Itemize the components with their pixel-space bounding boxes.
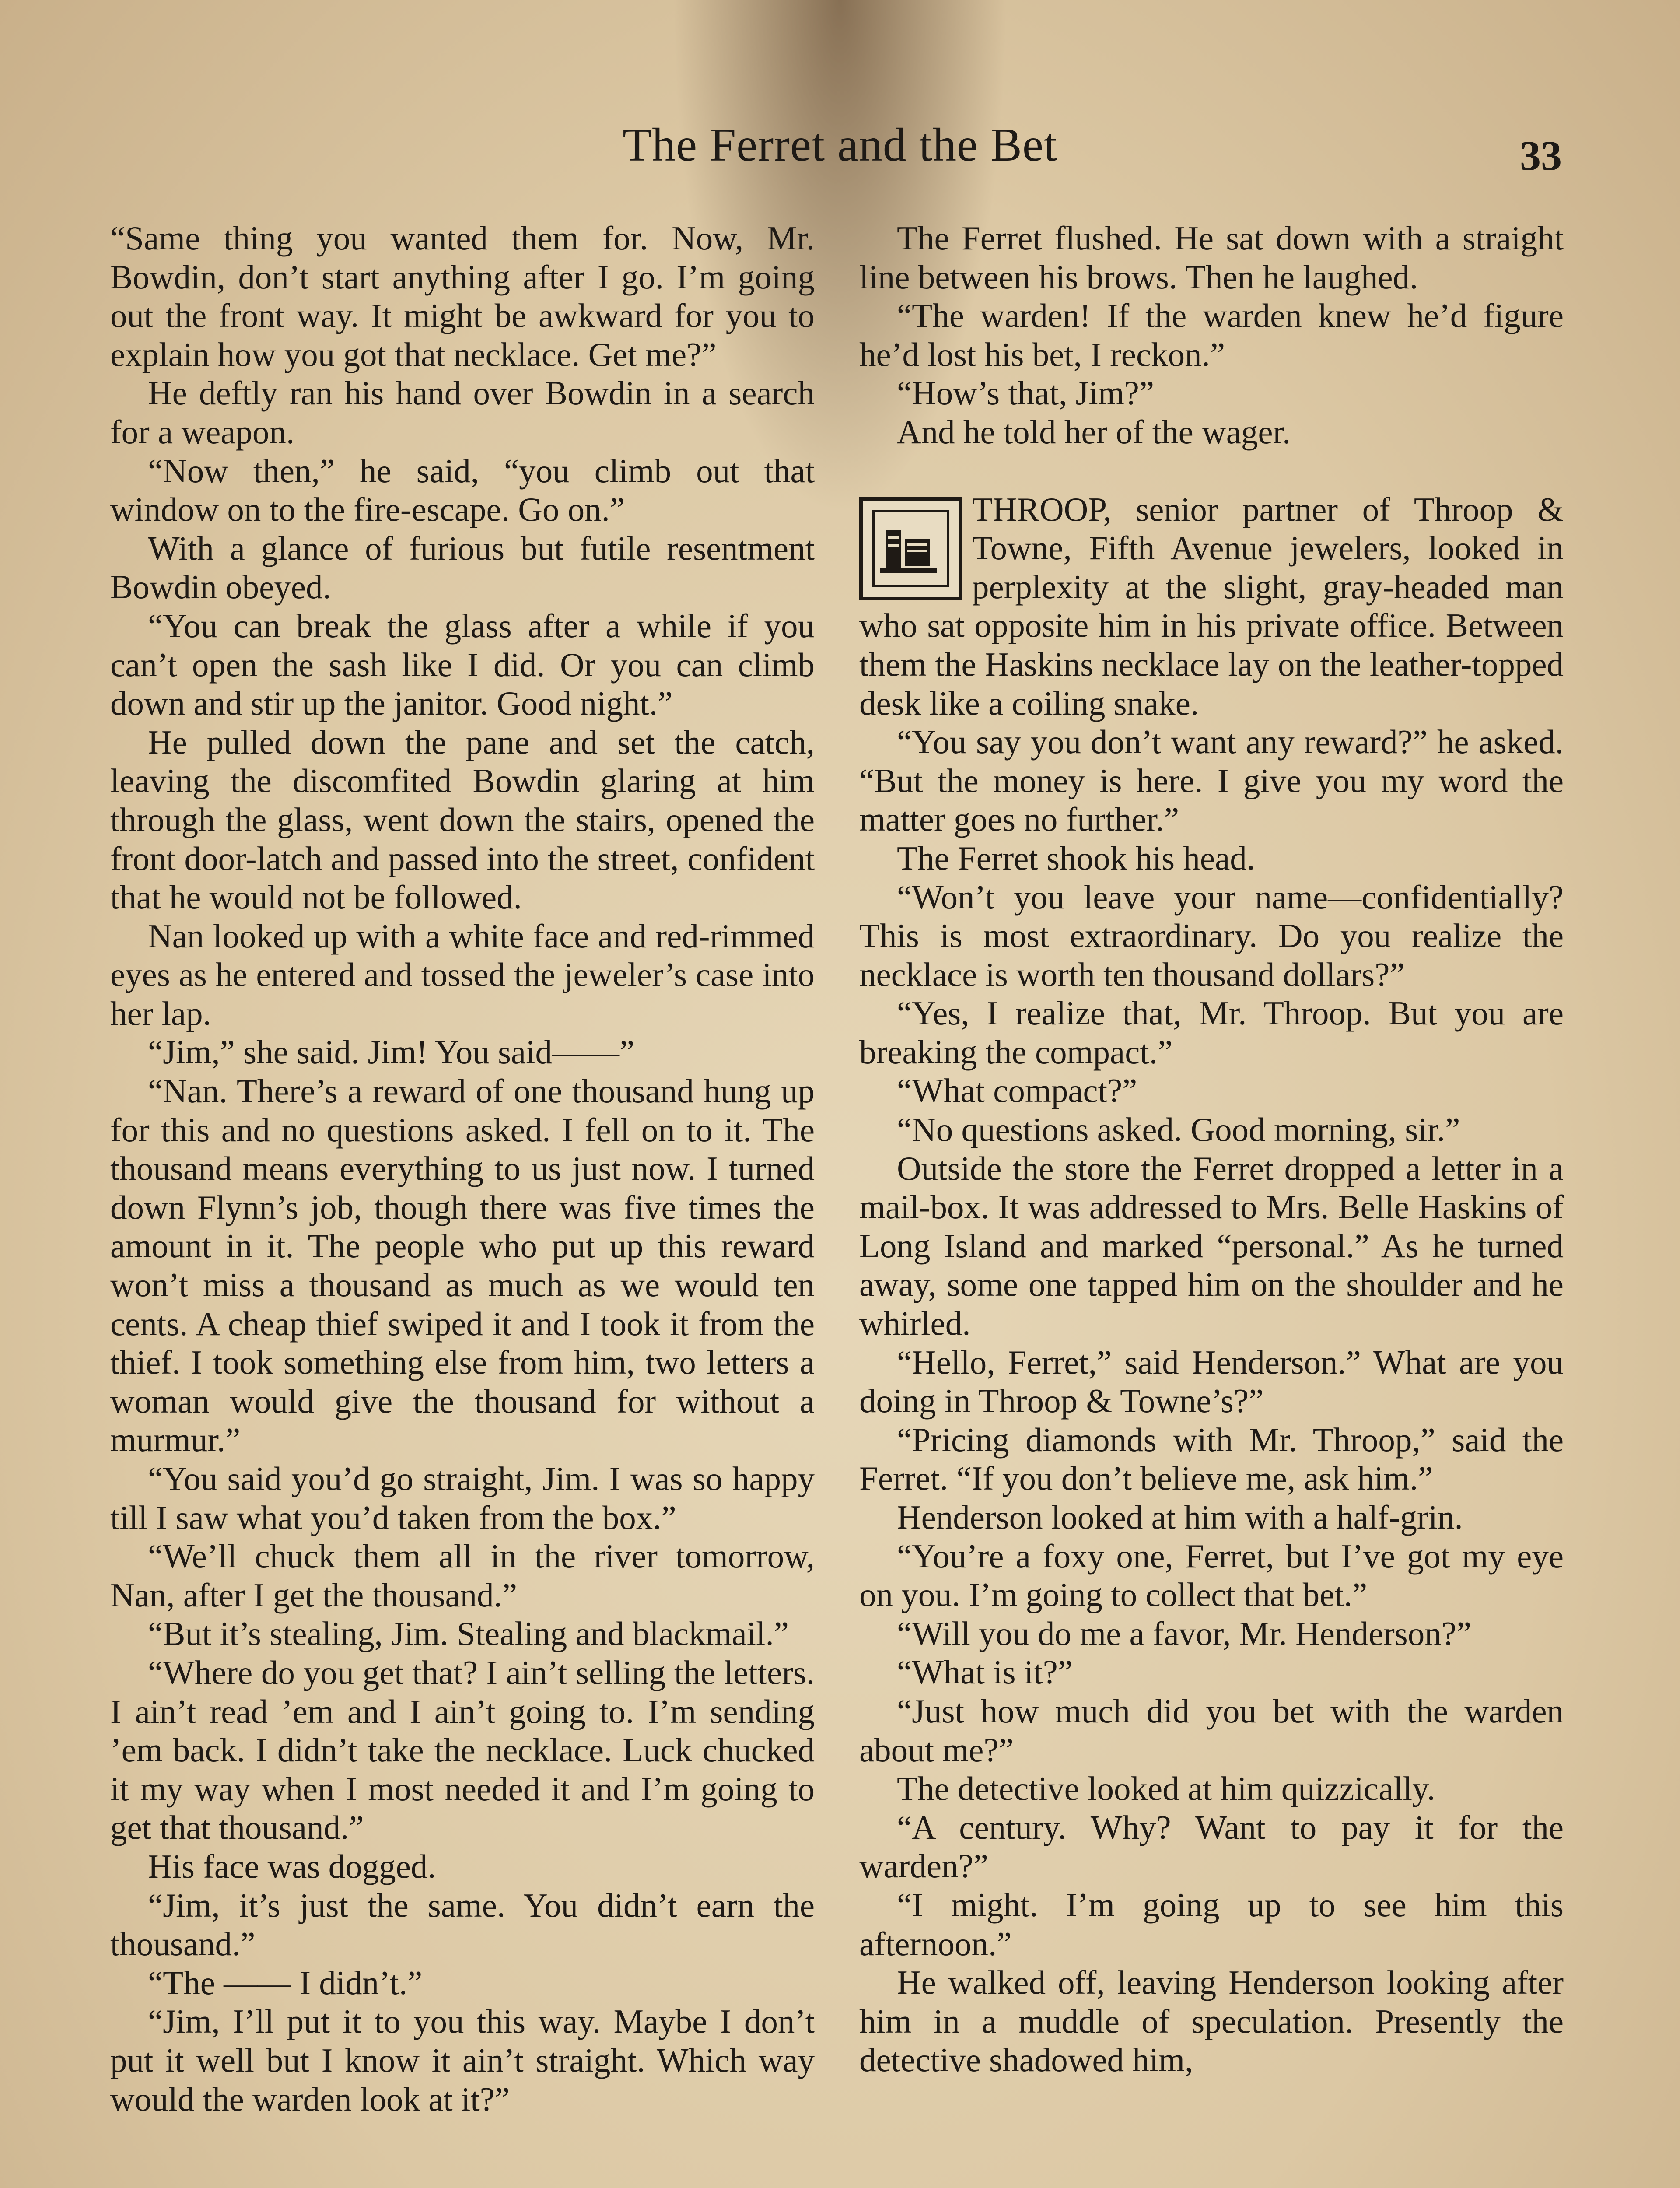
paragraph: “You can break the glass after a while if you can’t open the sash like I did. Or you can climb down and stir up the janitor. Good night.”	[110, 607, 815, 722]
paragraph: He walked off, leaving Henderson looking after him in a muddle of speculation. Presently the detective shadowed him,	[859, 1964, 1564, 2079]
paragraph: “What compact?”	[897, 1072, 1138, 1110]
paragraph: The detective looked at him quizzically.	[897, 1770, 1435, 1808]
vignette-dropcap-icon	[859, 497, 962, 600]
paragraph: “The warden! If the warden knew he’d figure he’d lost his bet, I reckon.”	[859, 297, 1564, 373]
paragraph: “You’re a foxy one, Ferret, but I’ve got my eye on you. I’m going to collect that bet.”	[859, 1537, 1564, 1614]
paragraph: “You say you don’t want any reward?” he asked. “But the money is here. I give you my word the matter goes no further.”	[859, 723, 1564, 838]
dropcap-illustration	[876, 518, 946, 579]
paragraph: “Jim, it’s just the same. You didn’t earn the thousand.”	[110, 1886, 815, 1963]
paragraph: “Jim, I’ll put it to you this way. Maybe I don’t put it well but I know it ain’t straight. Which way would the warden look at it?”	[110, 2002, 815, 2118]
paragraph: His face was dogged.	[148, 1847, 436, 1885]
paragraph: “The —— I didn’t.”	[148, 1964, 423, 2002]
right-column	[859, 219, 1564, 2079]
paragraph: “Hello, Ferret,” said Henderson.” What are you doing in Throop & Towne’s?”	[859, 1343, 1564, 1420]
paragraph: Outside the store the Ferret dropped a letter in a mail-box. It was addressed to Mrs. Belle Haskins of Long Island and marked “personal.” As he turned away, some one tapped him on the shoulder and he whirled.	[859, 1149, 1564, 1343]
paragraph: “Where do you get that? I ain’t selling the letters. I ain’t read ’em and I ain’t going to. I’m sending ’em back. I didn’t take the necklace. Luck chucked it my way when I most needed it and I’m going to get that thousand.”	[110, 1653, 815, 1847]
paragraph: “Nan. There’s a reward of one thousand hung up for this and no questions asked. I fell on to it. The thousand means everything to us just now. I turned down Flynn’s job, though there was five times the amount in it. The people who put up this reward won’t miss a thousand as much as we would ten cents. A cheap thief swiped it and I took it from the thief. I took something else from him, two letters a woman would give the thousand for without a murmur.”	[110, 1072, 815, 1459]
paragraph: He pulled down the pane and set the catch, leaving the discomfited Bowdin glaring at him through the glass, went down the stairs, opened the front door-latch and passed into the street, confident that he would not be followed.	[110, 723, 815, 916]
paragraph: “Yes, I realize that, Mr. Throop. But you are breaking the compact.”	[859, 994, 1564, 1071]
paragraph: He deftly ran his hand over Bowdin in a search for a weapon.	[110, 374, 815, 451]
dropcap-paragraph	[859, 490, 1564, 723]
paragraph: “How’s that, Jim?”	[897, 374, 1155, 412]
paragraph: “You said you’d go straight, Jim. I was so happy till I saw what you’d taken from the box.”	[110, 1460, 815, 1536]
paragraph: The Ferret shook his head.	[897, 839, 1255, 877]
paragraph: “A century. Why? Want to pay it for the warden?”	[859, 1808, 1564, 1885]
running-header-title: The Ferret and the Bet	[623, 119, 1057, 171]
paragraph: The Ferret flushed. He sat down with a straight line between his brows. Then he laughed.	[859, 219, 1564, 296]
paragraph: “Same thing you wanted them for. Now, Mr. Bowdin, don’t start anything after I go. I’m going out the front way. It might be awkward for you to explain how you got that necklace. Get me?”	[110, 219, 815, 373]
paragraph: “What is it?”	[897, 1653, 1073, 1691]
paragraph: “But it’s stealing, Jim. Stealing and blackmail.”	[148, 1615, 789, 1653]
section-break	[859, 452, 1564, 490]
paragraph: “Just how much did you bet with the warden about me?”	[859, 1692, 1564, 1769]
paragraph: “I might. I’m going up to see him this afternoon.”	[859, 1886, 1564, 1963]
paragraph: Henderson looked at him with a half-grin.	[897, 1498, 1463, 1536]
page-number: 33	[1520, 132, 1562, 179]
paragraph: “We’ll chuck them all in the river tomorrow, Nan, after I get the thousand.”	[110, 1537, 815, 1614]
left-column	[110, 219, 815, 2118]
dropcap-paragraph-text: THROOP, senior partner of Throop & Towne, Fifth Avenue jewelers, looked in perplexity at the slight, gray-headed man who sat opposite him in his private office. Between them the Haskins necklace lay on the leather-topped desk like a coiling snake.	[859, 490, 1564, 722]
paragraph: Nan looked up with a white face and red-rimmed eyes as he entered and tossed the jeweler’s case into her lap.	[110, 917, 815, 1032]
paragraph: And he told her of the wager.	[897, 413, 1291, 451]
paragraph: “Pricing diamonds with Mr. Throop,” said the Ferret. “If you don’t believe me, ask him.”	[859, 1420, 1564, 1497]
right-column-top	[859, 219, 1564, 452]
paragraph: “No questions asked. Good morning, sir.”	[897, 1111, 1460, 1149]
paragraph: With a glance of furious but futile resentment Bowdin obeyed.	[110, 529, 815, 606]
paragraph: “Now then,” he said, “you climb out that window on to the fire-escape. Go on.”	[110, 452, 815, 529]
right-column-bottom	[859, 722, 1564, 2079]
paragraph: “Won’t you leave your name—confidentially? This is most extraordinary. Do you realize the necklace is worth ten thousand dollars?”	[859, 878, 1564, 993]
paragraph: “Jim,” she said. Jim! You said——”	[148, 1033, 635, 1071]
paragraph: “Will you do me a favor, Mr. Henderson?”	[897, 1614, 1472, 1652]
